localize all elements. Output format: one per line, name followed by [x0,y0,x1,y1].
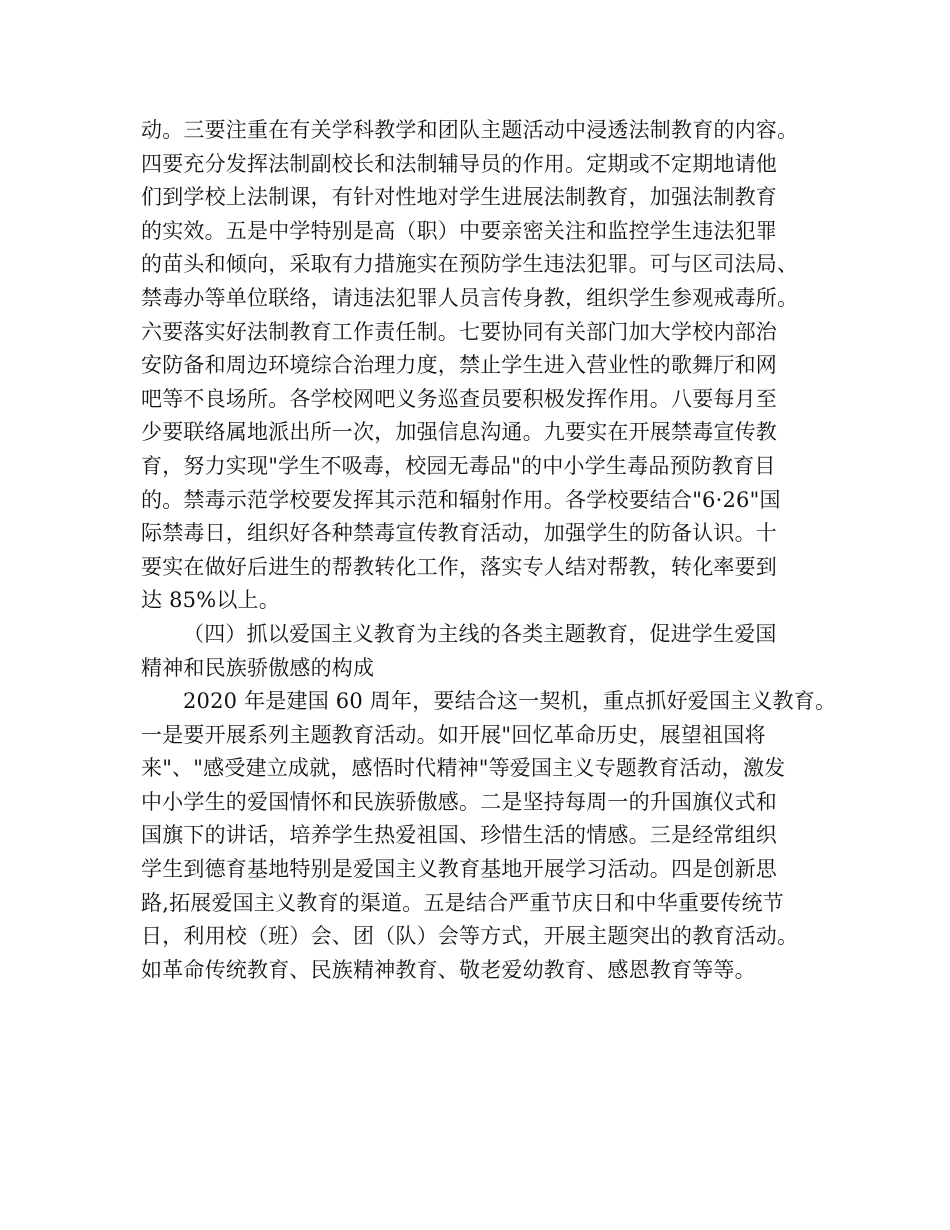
body-line: 2020 年是建国 60 周年，要结合这一契机，重点抓好爱国主义教育。 [183,689,837,714]
body-line: 际禁毒日，组织好各种禁毒宣传教育活动，加强学生的防备认识。十 [141,521,777,546]
body-line: 的苗头和倾向，采取有力措施实在预防学生违法犯罪。可与区司法局、 [141,252,799,277]
body-line: 四要充分发挥法制副校长和法制辅导员的作用。定期或不定期地请他 [141,151,777,176]
section-heading-line: （四）抓以爱国主义教育为主线的各类主题教育，促进学生爱国 [183,621,777,646]
body-line: 来"、"感受建立成就，感悟时代精神"等爱国主义专题教育活动，激发 [141,756,786,781]
section-heading-line: 精神和民族骄傲感的构成 [141,655,375,680]
body-line: 一是要开展系列主题教育活动。如开展"回忆革命历史，展望祖国将 [141,722,766,747]
document-body [141,114,837,987]
body-line: 少要联络属地派出所一次，加强信息沟通。九要实在开展禁毒宣传教 [141,420,777,445]
body-line: 日，利用校（班）会、团（队）会等方式，开展主题突出的教育活动。 [141,924,799,949]
body-line: 禁毒办等单位联络，请违法犯罪人员言传身教，组织学生参观戒毒所。 [141,285,799,310]
body-line: 学生到德育基地特别是爱国主义教育基地开展学习活动。四是创新思 [141,857,777,882]
body-line: 如革命传统教育、民族精神教育、敬老爱幼教育、感恩教育等等。 [141,957,756,982]
body-line: 路,拓展爱国主义教育的渠道。五是结合严重节庆日和中华重要传统节 [141,890,784,915]
body-line: 六要落实好法制教育工作责任制。七要协同有关部门加大学校内部治 [141,319,777,344]
body-line: 国旗下的讲话，培养学生热爱祖国、珍惜生活的情感。三是经常组织 [141,823,777,848]
body-line: 育，努力实现"学生不吸毒，校园无毒品"的中小学生毒品预防教育目 [141,453,776,478]
body-line: 吧等不良场所。各学校网吧义务巡查员要积极发挥作用。八要每月至 [141,386,777,411]
body-line: 达 85%以上。 [141,588,280,613]
body-line: 们到学校上法制课，有针对性地对学生进展法制教育，加强法制教育 [141,185,777,210]
body-line: 的。禁毒示范学校要发挥其示范和辐射作用。各学校要结合"6·26"国 [141,487,781,512]
body-line: 动。三要注重在有关学科教学和团队主题活动中浸透法制教育的内容。 [141,118,799,142]
body-line: 的实效。五是中学特别是高（职）中要亲密关注和监控学生违法犯罪 [141,218,777,243]
body-line: 要实在做好后进生的帮教转化工作，落实专人结对帮教，转化率要到 [141,554,777,579]
body-line: 安防备和周边环境综合治理力度，禁止学生进入营业性的歌舞厅和网 [141,353,777,378]
body-line: 中小学生的爱国情怀和民族骄傲感。二是坚持每周一的升国旗仪式和 [141,789,777,814]
